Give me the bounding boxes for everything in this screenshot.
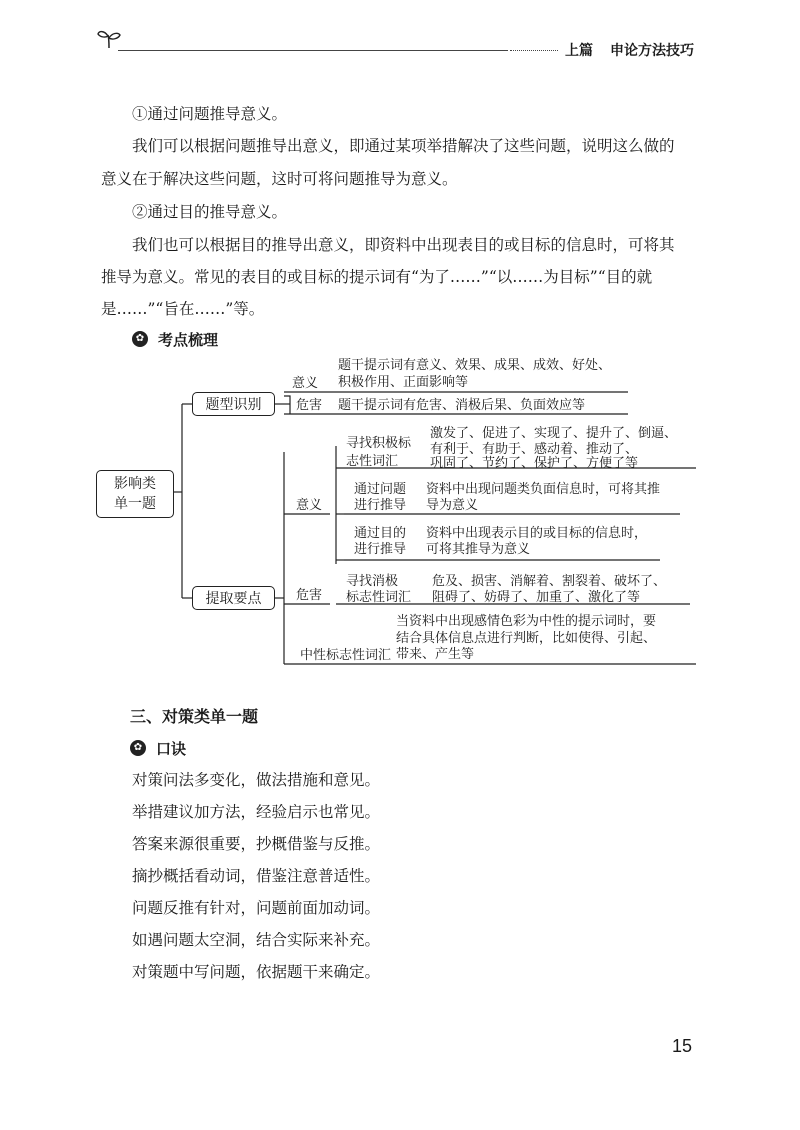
koujue-line: 对策题中写问题，依据题干来确定。: [132, 963, 381, 981]
zhongxing-line3: 带来、产生等: [396, 647, 475, 662]
section3-title: 三、对策类单一题: [130, 707, 259, 726]
b1-yiyi-label: 意义: [292, 376, 319, 391]
koujue-bullet-icon: ✿: [130, 740, 146, 756]
wenti-line1: 通过问题: [354, 482, 407, 497]
zhongxing-line1: 当资料中出现感情色彩为中性的提示词时，要: [396, 614, 657, 629]
item2-line3: 是……”“旨在……”等。: [101, 300, 265, 318]
item2-line2: 推导为意义。常见的表目的或目标的提示词有“为了……”“以……为目标”“目的就: [101, 268, 653, 286]
koujue-line: 摘抄概括看动词，借鉴注意普适性。: [132, 867, 381, 885]
header-title: 申论方法技巧: [610, 43, 694, 59]
b1-weihai-label: 危害: [296, 398, 323, 413]
b2-yiyi-label: 意义: [296, 498, 323, 513]
mudi-line1: 通过目的: [354, 526, 407, 541]
koujue-line: 如遇问题太空洞，结合实际来补充。: [132, 931, 381, 949]
wenti-text-line2: 导为意义: [426, 498, 479, 513]
page-number: 15: [672, 1036, 693, 1056]
root-line1: 影响类: [114, 476, 156, 492]
kaodian-title: 考点梳理: [158, 331, 219, 349]
koujue-line: 问题反推有针对，问题前面加动词。: [132, 899, 381, 917]
zhongxing-label: 中性标志性词汇: [300, 648, 392, 663]
xiaoji-line2: 标志性词汇: [346, 590, 412, 605]
item2-line1: 我们也可以根据目的推导出意义，即资料中出现表目的或目标的信息时，可将其: [132, 236, 675, 254]
koujue-title: 口诀: [156, 740, 187, 758]
xiaoji-words-line1: 危及、损害、消解着、割裂着、破坏了、: [432, 574, 667, 589]
header-part: 上篇: [565, 43, 593, 59]
b1-yiyi-line1: 题干提示词有意义、效果、成果、成效、好处、: [338, 358, 612, 373]
item1-line1: 我们可以根据问题推导出意义，即通过某项举措解决了这些问题，说明这么做的: [132, 137, 675, 155]
mudi-text-line2: 可将其推导为意义: [426, 542, 531, 557]
xunzhao-words-line3: 巩固了、节约了、保护了、方便了等: [430, 456, 639, 471]
wenti-line2: 进行推导: [354, 498, 407, 513]
branch-tiqu: 提取要点: [192, 586, 275, 610]
mudi-line2: 进行推导: [354, 542, 407, 557]
b2-weihai-label: 危害: [296, 588, 323, 603]
branch-tixing: 题型识别: [192, 392, 275, 416]
koujue-line: 答案来源很重要，抄概借鉴与反推。: [132, 835, 381, 853]
item1-title: ①通过问题推导意义。: [132, 105, 288, 123]
xunzhao-line2: 志性词汇: [346, 454, 399, 469]
mindmap-root: [96, 470, 174, 518]
mudi-text-line1: 资料中出现表示目的或目标的信息时，: [426, 526, 648, 541]
wenti-text-line1: 资料中出现问题类负面信息时，可将其推: [426, 482, 661, 497]
xiaoji-line1: 寻找消极: [346, 574, 399, 589]
xunzhao-words-line1: 激发了、促进了、实现了、提升了、倒逼、: [430, 426, 678, 441]
kaodian-bullet-icon: ✿: [132, 331, 148, 347]
xunzhao-words-line2: 有利于、有助于、感动着、推动了、: [430, 442, 639, 457]
zhongxing-line2: 结合具体信息点进行判断，比如使得、引起、: [396, 631, 657, 646]
koujue-line: 对策问法多变化，做法措施和意见。: [132, 771, 381, 789]
b1-yiyi-line2: 积极作用、正面影响等: [338, 375, 469, 390]
b1-weihai-text: 题干提示词有危害、消极后果、负面效应等: [338, 398, 586, 413]
item1-line2: 意义在于解决这些问题，这时可将问题推导为意义。: [101, 170, 458, 188]
root-line2: 单一题: [114, 496, 156, 512]
xiaoji-words-line2: 阻碍了、妨碍了、加重了、激化了等: [432, 590, 641, 605]
item2-title: ②通过目的推导意义。: [132, 203, 288, 221]
xunzhao-line1: 寻找积极标: [346, 436, 412, 451]
koujue-line: 举措建议加方法，经验启示也常见。: [132, 803, 381, 821]
